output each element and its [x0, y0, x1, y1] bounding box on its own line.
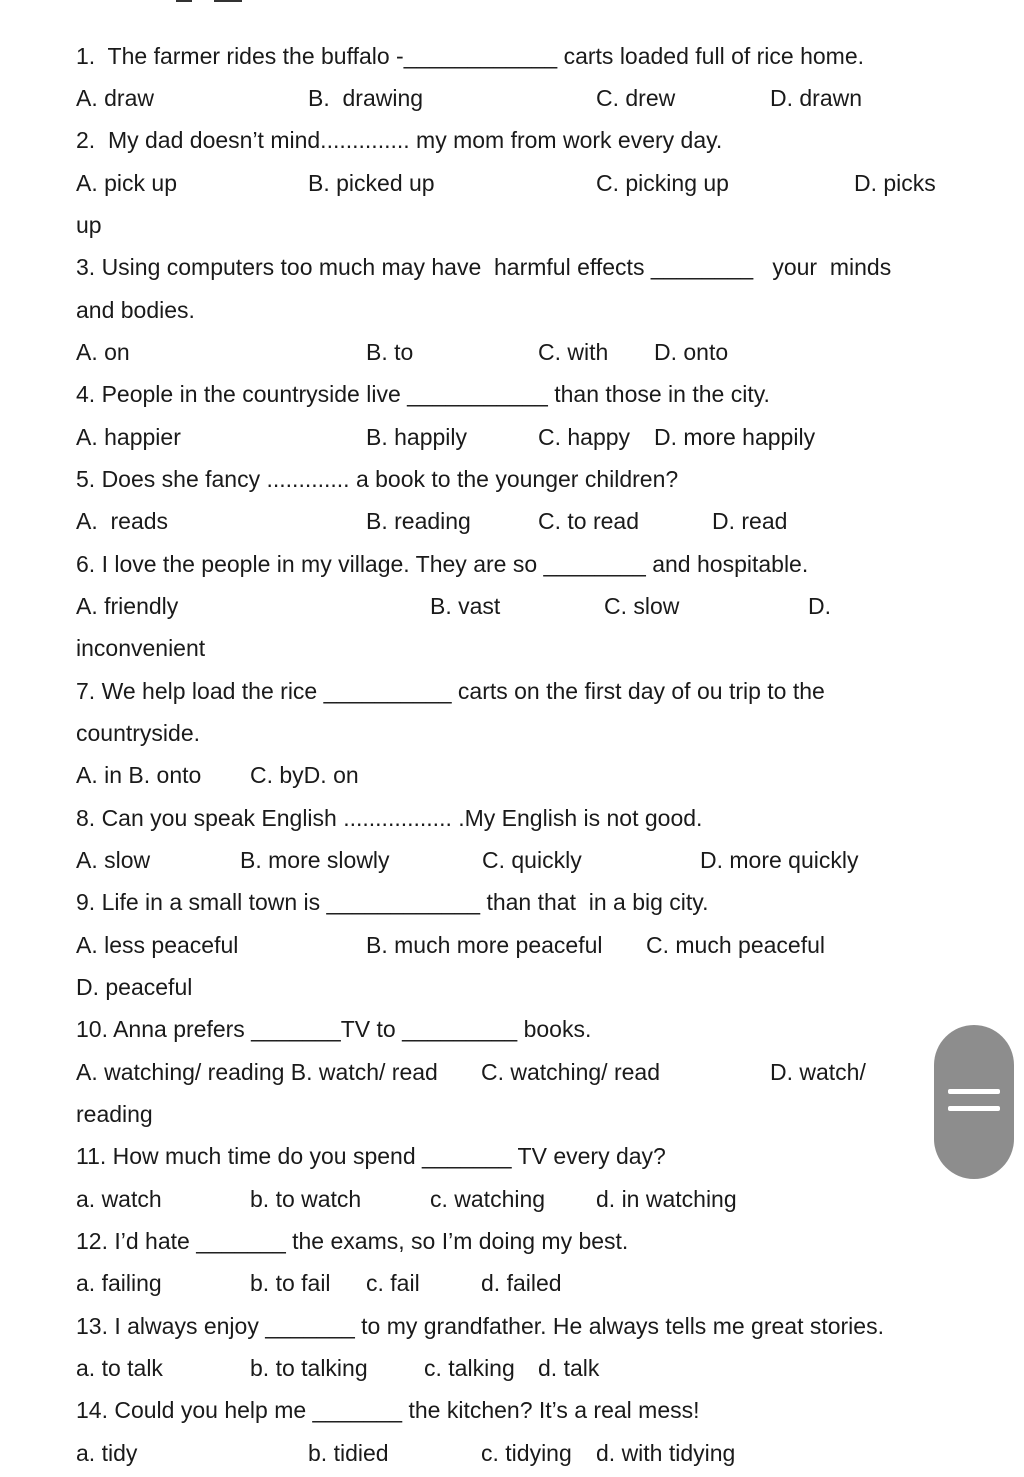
question-14-option-d: d. with tidying — [596, 1440, 736, 1466]
question-5-option-d: D. read — [712, 508, 788, 534]
question-6-option-b: B. vast — [430, 593, 501, 619]
question-7-stem-cont: countryside. — [76, 720, 201, 746]
question-4-option-c: C. happy — [538, 424, 631, 450]
question-10-option-d: D. watch/ — [770, 1059, 866, 1085]
question-1-stem: 1. The farmer rides the buffalo -____________ carts loaded full of rice home. — [76, 43, 865, 69]
question-3-option-c: C. with — [538, 339, 609, 365]
question-6-stem: 6. I love the people in my village. They are so ________ and hospitable. — [76, 551, 809, 577]
question-3-option-d: D. onto — [654, 339, 729, 365]
question-13-option-c: c. talking — [424, 1355, 515, 1381]
question-11-option-a: a. watch — [76, 1186, 162, 1212]
question-9-wrap: D. peaceful — [76, 974, 193, 1000]
question-14-option-a: a. tidy — [76, 1440, 138, 1466]
question-4-option-a: A. happier — [76, 424, 181, 450]
question-10-option-c: C. watching/ read — [481, 1059, 660, 1085]
question-2-option-d: D. picks — [854, 170, 936, 196]
question-9-option-a: A. less peaceful — [76, 932, 239, 958]
question-10-stem: 10. Anna prefers _______TV to _________ books. — [76, 1016, 592, 1042]
cropped-top-mark — [214, 0, 242, 2]
scroll-drag-handle[interactable] — [934, 1025, 1014, 1179]
question-12-option-a: a. failing — [76, 1270, 162, 1296]
question-1-option-a: A. draw — [76, 85, 154, 111]
question-14-stem: 14. Could you help me _______ the kitchen? It’s a real mess! — [76, 1397, 700, 1423]
question-13-option-a: a. to talk — [76, 1355, 163, 1381]
question-13-option-d: d. talk — [538, 1355, 600, 1381]
question-12-option-d: d. failed — [481, 1270, 562, 1296]
question-2-option-a: A. pick up — [76, 170, 177, 196]
question-1-option-d: D. drawn — [770, 85, 863, 111]
question-3-stem: 3. Using computers too much may have harmful effects ________ your minds — [76, 254, 892, 280]
question-1-option-c: C. drew — [596, 85, 676, 111]
question-13-stem: 13. I always enjoy _______ to my grandfather. He always tells me great stories. — [76, 1313, 884, 1339]
question-7-option-ab: A. in B. onto — [76, 762, 202, 788]
question-9-stem: 9. Life in a small town is ____________ than that in a big city. — [76, 889, 709, 915]
question-14-option-c: c. tidying — [481, 1440, 572, 1466]
question-5-stem: 5. Does she fancy ............. a book to the younger children? — [76, 466, 679, 492]
question-11-option-c: c. watching — [430, 1186, 546, 1212]
question-6-option-a: A. friendly — [76, 593, 179, 619]
question-4-stem: 4. People in the countryside live ___________ than those in the city. — [76, 381, 770, 407]
cropped-top-mark — [176, 0, 192, 2]
question-4-option-d: D. more happily — [654, 424, 816, 450]
question-14-option-b: b. tidied — [308, 1440, 389, 1466]
question-13-option-b: b. to talking — [250, 1355, 368, 1381]
question-1-option-b: B. drawing — [308, 85, 424, 111]
drag-handle-icon — [948, 1106, 1000, 1111]
question-8-stem: 8. Can you speak English ................. .My English is not good. — [76, 805, 703, 831]
question-11-option-b: b. to watch — [250, 1186, 362, 1212]
question-9-option-c: C. much peaceful — [646, 932, 825, 958]
question-9-option-b: B. much more peaceful — [366, 932, 603, 958]
question-5-option-b: B. reading — [366, 508, 471, 534]
question-12-option-b: b. to fail — [250, 1270, 331, 1296]
question-5-option-a: A. reads — [76, 508, 169, 534]
question-8-option-d: D. more quickly — [700, 847, 859, 873]
question-6-option-c: C. slow — [604, 593, 680, 619]
question-12-option-c: c. fail — [366, 1270, 420, 1296]
question-3-option-a: A. on — [76, 339, 130, 365]
question-5-option-c: C. to read — [538, 508, 639, 534]
question-12-stem: 12. I’d hate _______ the exams, so I’m doing my best. — [76, 1228, 629, 1254]
question-2-option-c: C. picking up — [596, 170, 729, 196]
question-11-option-d: d. in watching — [596, 1186, 737, 1212]
question-6-wrap: inconvenient — [76, 635, 206, 661]
question-2-wrap: up — [76, 212, 102, 238]
question-10-option-ab: A. watching/ reading B. watch/ read — [76, 1059, 438, 1085]
question-8-option-b: B. more slowly — [240, 847, 390, 873]
question-10-wrap: reading — [76, 1101, 153, 1127]
question-7-option-cd: C. byD. on — [250, 762, 359, 788]
question-8-option-a: A. slow — [76, 847, 151, 873]
question-11-stem: 11. How much time do you spend _______ TV every day? — [76, 1143, 666, 1169]
question-2-stem: 2. My dad doesn’t mind.............. my mom from work every day. — [76, 127, 723, 153]
question-8-option-c: C. quickly — [482, 847, 582, 873]
question-7-stem: 7. We help load the rice __________ carts on the first day of ou trip to the — [76, 678, 825, 704]
question-6-option-d: D. — [808, 593, 831, 619]
question-3-option-b: B. to — [366, 339, 414, 365]
question-4-option-b: B. happily — [366, 424, 468, 450]
question-2-option-b: B. picked up — [308, 170, 435, 196]
drag-handle-icon — [948, 1089, 1000, 1094]
question-3-stem-cont: and bodies. — [76, 297, 195, 323]
